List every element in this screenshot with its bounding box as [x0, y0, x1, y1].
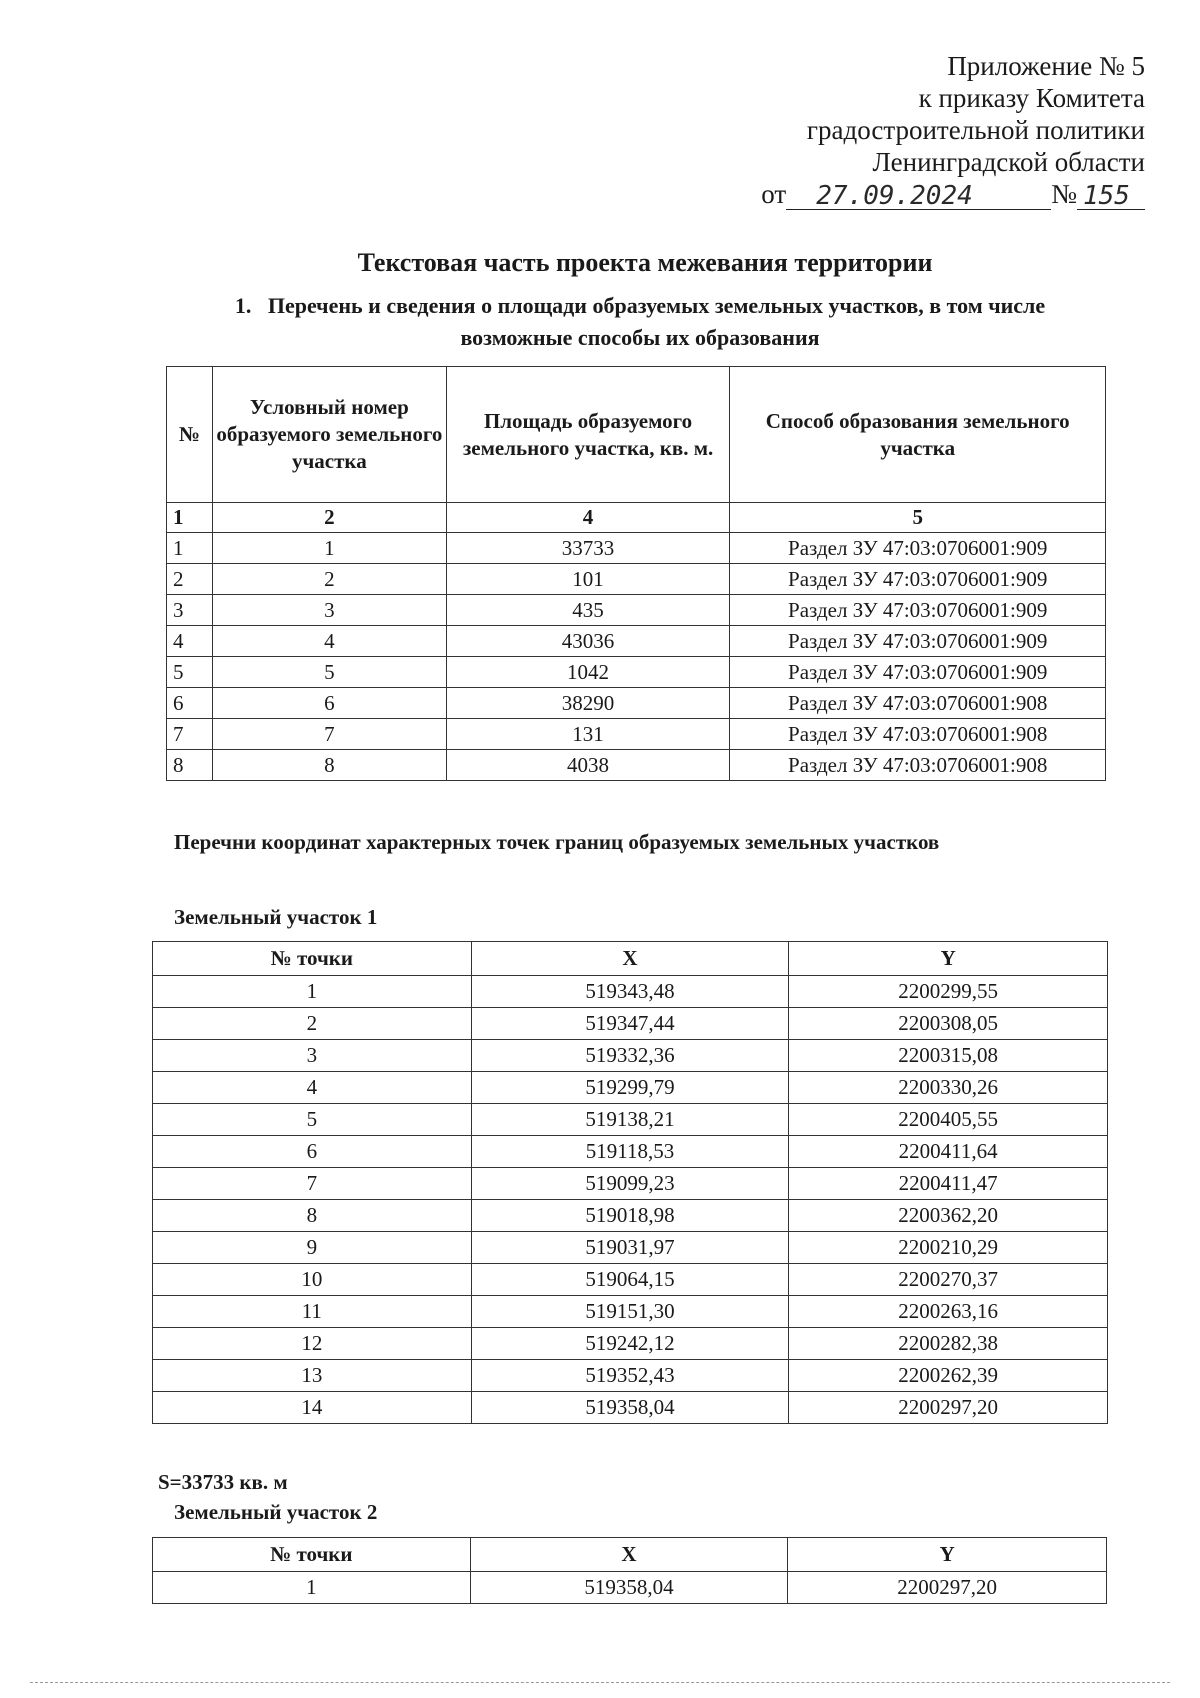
- cell: 11: [153, 1296, 472, 1328]
- cell: 2200210,29: [789, 1232, 1108, 1264]
- cell: 14: [153, 1392, 472, 1424]
- cell: 519099,23: [471, 1168, 789, 1200]
- cell: 8: [212, 750, 446, 781]
- cell: Раздел ЗУ 47:03:0706001:908: [730, 719, 1106, 750]
- cell: 2: [212, 564, 446, 595]
- table-row: [167, 626, 1106, 657]
- cell: 519347,44: [471, 1008, 789, 1040]
- cell: Раздел ЗУ 47:03:0706001:908: [730, 750, 1106, 781]
- cell: 519299,79: [471, 1072, 789, 1104]
- coords-section-title: Перечни координат характерных точек границ образуемых земельных участков: [174, 830, 940, 854]
- table-row: [153, 1008, 1108, 1040]
- cell: 5: [167, 657, 213, 688]
- cell: 13: [153, 1360, 472, 1392]
- col-header-point: № точки: [153, 942, 472, 976]
- cell: 519031,97: [471, 1232, 789, 1264]
- cell: 9: [153, 1232, 472, 1264]
- table-row: [153, 1072, 1108, 1104]
- cell: 6: [167, 688, 213, 719]
- table-row: [153, 1104, 1108, 1136]
- table-row: [153, 1264, 1108, 1296]
- committee-name: градостроительной политики: [806, 115, 1145, 145]
- cell: 2200262,39: [789, 1360, 1108, 1392]
- cell: 2: [167, 564, 213, 595]
- cell: 519352,43: [471, 1360, 789, 1392]
- col-header-area: Площадь образуемого земельного участка, кв. м.: [446, 367, 730, 503]
- table-row: [153, 1168, 1108, 1200]
- cell: 33733: [446, 533, 730, 564]
- col-header-no: №: [167, 367, 213, 503]
- col-header-y: Y: [789, 942, 1108, 976]
- col-header-plot-number: Условный номер образуемого земельного участка: [212, 367, 446, 503]
- table-header-row: [153, 1538, 1107, 1572]
- cell: 43036: [446, 626, 730, 657]
- cell: 519118,53: [471, 1136, 789, 1168]
- cell: 2200411,47: [789, 1168, 1108, 1200]
- col-header-method: Способ образования земельного участка: [730, 367, 1106, 503]
- table-row: [167, 595, 1106, 626]
- cell: 1: [167, 533, 213, 564]
- cell: 4038: [446, 750, 730, 781]
- cell: 519018,98: [471, 1200, 789, 1232]
- cell: 2200315,08: [789, 1040, 1108, 1072]
- page-bottom-scan-line: [30, 1682, 1170, 1683]
- cell: 2200270,37: [789, 1264, 1108, 1296]
- table-row: [153, 1392, 1108, 1424]
- cell: 519332,36: [471, 1040, 789, 1072]
- col-number-4: 4: [446, 503, 730, 533]
- order-reference: к приказу Комитета: [918, 83, 1145, 113]
- table-row: [153, 1136, 1108, 1168]
- cell: 12: [153, 1328, 472, 1360]
- col-header-x: X: [470, 1538, 788, 1572]
- cell: 519343,48: [471, 976, 789, 1008]
- cell: 2200330,26: [789, 1072, 1108, 1104]
- cell: Раздел ЗУ 47:03:0706001:909: [730, 657, 1106, 688]
- table-row: [167, 750, 1106, 781]
- section1-title: [40, 290, 1200, 354]
- table-row: [167, 688, 1106, 719]
- table-row: [153, 1296, 1108, 1328]
- cell: 519358,04: [471, 1392, 789, 1424]
- cell: 10: [153, 1264, 472, 1296]
- document-title: Текстовая часть проекта межевания территории: [357, 248, 933, 277]
- cell: 7: [153, 1168, 472, 1200]
- cell: 519242,12: [471, 1328, 789, 1360]
- section1-number: 1.: [234, 293, 252, 318]
- cell: 519064,15: [471, 1264, 789, 1296]
- cell: 1: [153, 1572, 471, 1604]
- cell: 7: [167, 719, 213, 750]
- cell: 2200299,55: [789, 976, 1108, 1008]
- cell: 2: [153, 1008, 472, 1040]
- table-row: [153, 1040, 1108, 1072]
- table-row: [167, 657, 1106, 688]
- cell: 5: [153, 1104, 472, 1136]
- table-row: [167, 564, 1106, 595]
- table-row: [153, 976, 1108, 1008]
- col-number-2: 2: [212, 503, 446, 533]
- col-number-1: 1: [167, 503, 213, 533]
- plot1-label: Земельный участок 1: [174, 905, 378, 929]
- section1-title-line1: Перечень и сведения о площади образуемых земельных участков, в том числе: [267, 293, 1046, 318]
- section1-title-line2: возможные способы их образования: [460, 325, 820, 350]
- table-row: [153, 1200, 1108, 1232]
- plot1-area: S=33733 кв. м: [158, 1470, 288, 1494]
- handwritten-number: 155: [1077, 183, 1145, 210]
- cell: 2200405,55: [789, 1104, 1108, 1136]
- plot1-coords-table: [152, 941, 1108, 1424]
- table-row: [153, 1572, 1107, 1604]
- appendix-number: Приложение № 5: [947, 51, 1145, 81]
- cell: 101: [446, 564, 730, 595]
- cell: Раздел ЗУ 47:03:0706001:908: [730, 688, 1106, 719]
- cell: 519138,21: [471, 1104, 789, 1136]
- number-prefix: №: [1051, 179, 1077, 209]
- cell: 131: [446, 719, 730, 750]
- cell: 2200297,20: [789, 1392, 1108, 1424]
- region-name: Ленинградской области: [872, 147, 1145, 177]
- date-prefix: от: [761, 179, 787, 209]
- cell: 38290: [446, 688, 730, 719]
- cell: 2200282,38: [789, 1328, 1108, 1360]
- cell: 6: [153, 1136, 472, 1168]
- cell: 2200308,05: [789, 1008, 1108, 1040]
- table-number-row: [167, 503, 1106, 533]
- cell: 2200411,64: [789, 1136, 1108, 1168]
- table-row: [153, 1232, 1108, 1264]
- cell: 3: [212, 595, 446, 626]
- appendix-header: [645, 50, 1145, 210]
- table-header-row: [167, 367, 1106, 503]
- cell: 1: [153, 976, 472, 1008]
- cell: 3: [167, 595, 213, 626]
- cell: 519151,30: [471, 1296, 789, 1328]
- handwritten-date: 27.09.2024: [786, 183, 1051, 210]
- col-header-x: X: [471, 942, 789, 976]
- cell: 2200263,16: [789, 1296, 1108, 1328]
- col-number-5: 5: [730, 503, 1106, 533]
- cell: 4: [212, 626, 446, 657]
- cell: Раздел ЗУ 47:03:0706001:909: [730, 595, 1106, 626]
- plot2-label: Земельный участок 2: [174, 1500, 378, 1524]
- table-row: [167, 533, 1106, 564]
- plot2-coords-table: [152, 1537, 1107, 1604]
- cell: 4: [153, 1072, 472, 1104]
- cell: 7: [212, 719, 446, 750]
- cell: 2200297,20: [788, 1572, 1107, 1604]
- cell: 2200362,20: [789, 1200, 1108, 1232]
- cell: 1: [212, 533, 446, 564]
- cell: Раздел ЗУ 47:03:0706001:909: [730, 533, 1106, 564]
- date-number-line: [761, 178, 1145, 210]
- table-row: [167, 719, 1106, 750]
- cell: 435: [446, 595, 730, 626]
- cell: 6: [212, 688, 446, 719]
- cell: 8: [153, 1200, 472, 1232]
- cell: 4: [167, 626, 213, 657]
- table-row: [153, 1360, 1108, 1392]
- cell: 8: [167, 750, 213, 781]
- table-header-row: [153, 942, 1108, 976]
- table-row: [153, 1328, 1108, 1360]
- cell: Раздел ЗУ 47:03:0706001:909: [730, 564, 1106, 595]
- col-header-y: Y: [788, 1538, 1107, 1572]
- cell: 5: [212, 657, 446, 688]
- cell: 3: [153, 1040, 472, 1072]
- cell: 519358,04: [470, 1572, 788, 1604]
- plots-area-table: [166, 366, 1106, 781]
- cell: 1042: [446, 657, 730, 688]
- cell: Раздел ЗУ 47:03:0706001:909: [730, 626, 1106, 657]
- col-header-point: № точки: [153, 1538, 471, 1572]
